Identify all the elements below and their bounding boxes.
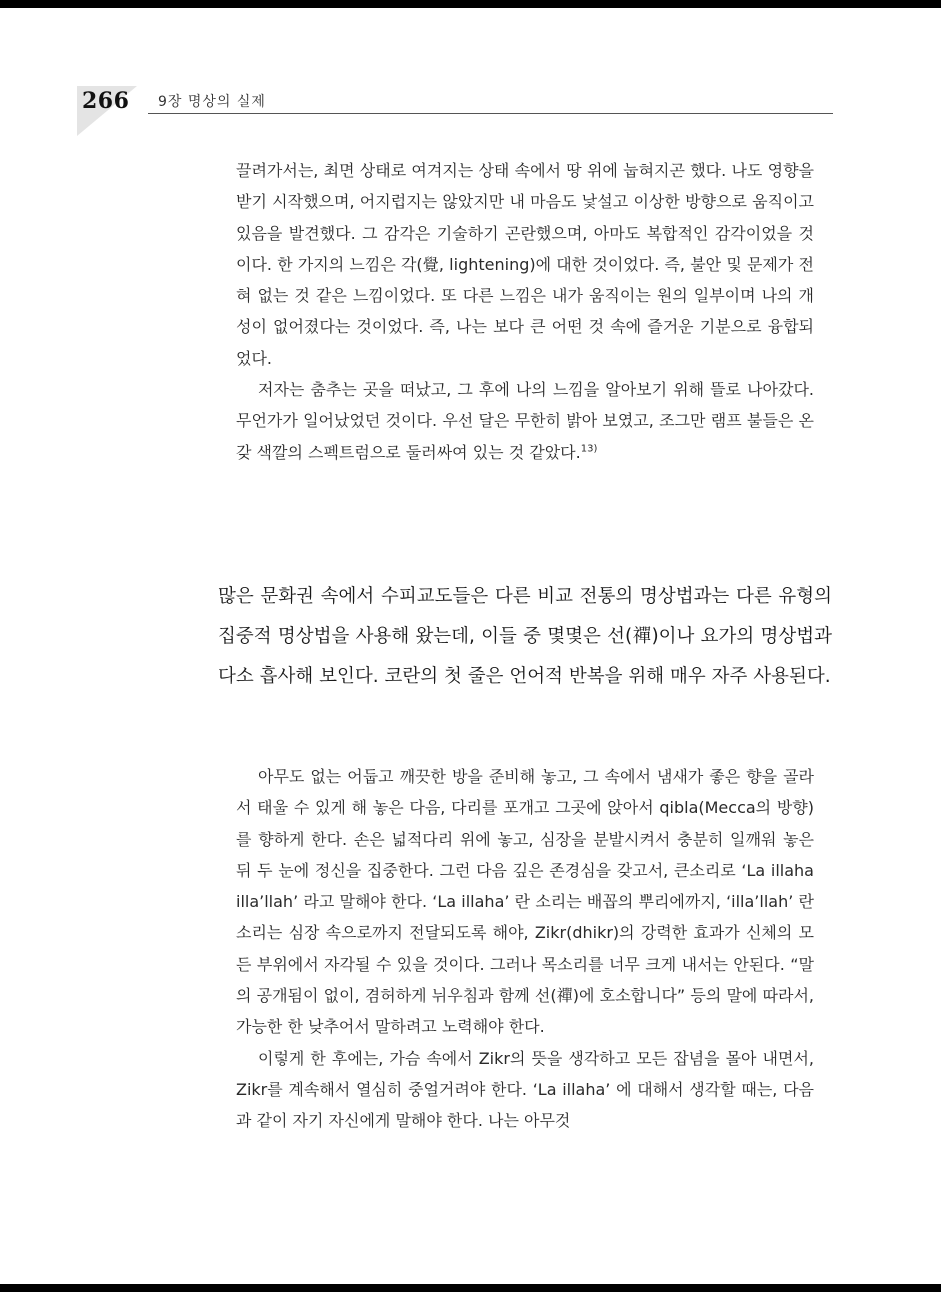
main-paragraph-block — [218, 577, 832, 697]
quote2-paragraph1: 아무도 없는 어둡고 깨끗한 방을 준비해 놓고, 그 속에서 냄새가 좋은 향을 골라서 태울 수 있게 해 놓은 다음, 다리를 포개고 그곳에 앉아서 qibla(Mecca의 방향)를 향하게 한다. 손은 넓적다리 위에 놓고, 심장을 분발시켜서 충분히 일깨워 놓은 뒤 두 눈에 정신을 집중한다. 그런 다음 깊은 존경심을 갖고서, 큰소리로 ‘La illaha illa’llah’ 라고 말해야 한다. ‘La illaha’ 란 소리는 배꼽의 뿌리에까지, ‘illa’llah’ 란 소리는 심장 속으로까지 전달되도록 해야, Zikr(dhikr)의 강력한 효과가 신체의 모든 부위에서 자각될 수 있을 것이다. 그러나 목소리를 너무 크게 내서는 안된다. “말의 공개됨이 없이, 겸허하게 뉘우침과 함께 선(禪)에 호소합니다” 등의 말에 따라서, 가능한 한 낮추어서 말하려고 노력해야 한다. — [236, 767, 814, 1037]
page-number: 266 — [82, 88, 130, 114]
block-quote-1 — [236, 155, 814, 468]
quote1-paragraph2 — [236, 374, 814, 468]
quote1-paragraph2-text: 저자는 춤추는 곳을 떠났고, 그 후에 나의 느낌을 알아보기 위해 뜰로 나아갔다. 무언가가 일어났었던 것이다. 우선 달은 무한히 밝아 보였고, 조그만 램프 불들은 온갖 색깔의 스펙트럼으로 둘러싸여 있는 것 같았다. — [236, 380, 814, 462]
quote1-paragraph1: 끌려가서는, 최면 상태로 여겨지는 상태 속에서 땅 위에 눕혀지곤 했다. 나도 영향을 받기 시작했으며, 어지럽지는 않았지만 내 마음도 낯설고 이상한 방향으로 움직이고 있음을 발견했다. 그 감각은 기술하기 곤란했으며, 아마도 복합적인 감각이었을 것이다. 한 가지의 느낌은 각(覺, lightening)에 대한 것이었다. 즉, 불안 및 문제가 전혀 없는 것 같은 느낌이었다. 또 다른 느낌은 내가 움직이는 원의 일부이며 나의 개성이 없어졌다는 것이었다. 즉, 나는 보다 큰 어떤 것 속에 즐거운 기분으로 융합되었다. — [236, 161, 814, 368]
top-border — [0, 0, 941, 8]
footnote-reference: 13) — [580, 443, 598, 455]
header-rule — [148, 113, 833, 114]
block-quote-2 — [236, 761, 814, 1137]
bottom-border — [0, 1284, 941, 1292]
chapter-title: 9장 명상의 실제 — [158, 94, 266, 110]
quote2-paragraph2: 이렇게 한 후에는, 가슴 속에서 Zikr의 뜻을 생각하고 모든 잡념을 몰아 내면서, Zikr를 계속해서 열심히 중얼거려야 한다. ‘La illaha’ 에 대해서 생각할 때는, 다음과 같이 자기 자신에게 말해야 한다. 나는 아무것 — [236, 1048, 814, 1131]
main-paragraph: 많은 문화권 속에서 수피교도들은 다른 비교 전통의 명상법과는 다른 유형의 집중적 명상법을 사용해 왔는데, 이들 중 몇몇은 선(禪)이나 요가의 명상법과 다소 흡사해 보인다. 코란의 첫 줄은 언어적 반복을 위해 매우 자주 사용된다. — [218, 586, 832, 687]
